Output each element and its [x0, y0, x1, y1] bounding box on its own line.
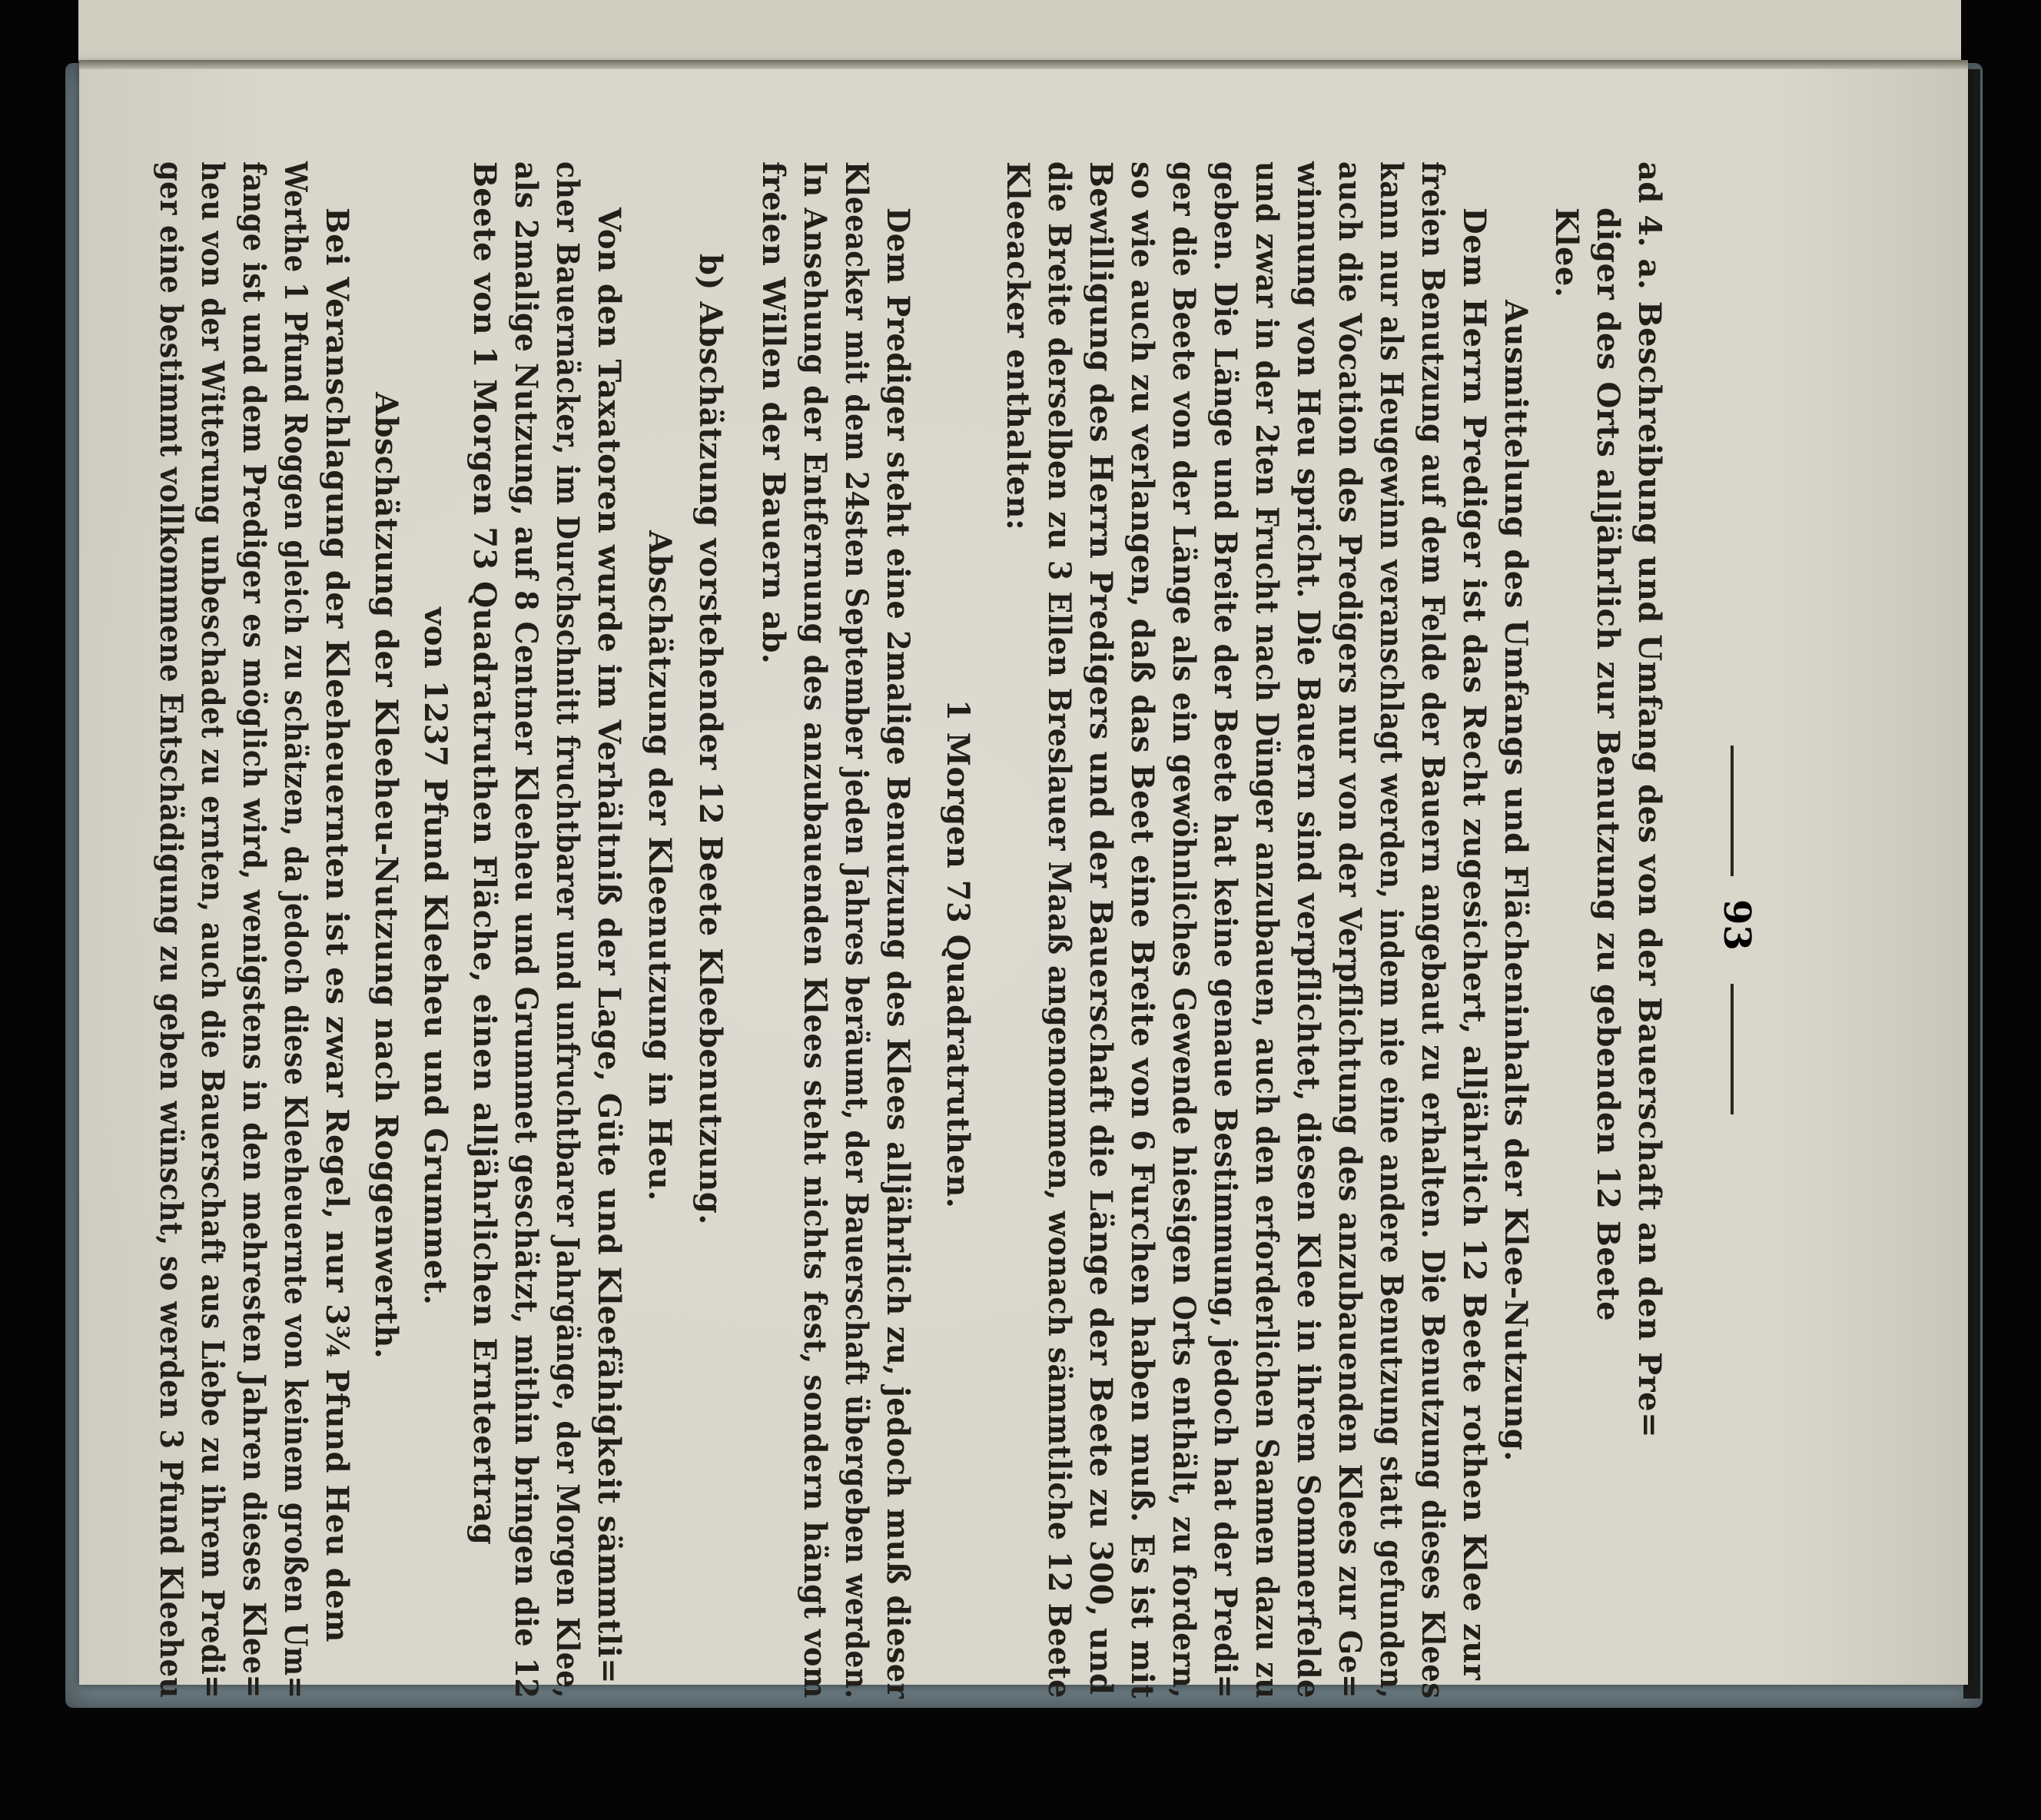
header-rule-left [1731, 746, 1734, 876]
text-line: Kleeacker enthalten: [1000, 161, 1036, 531]
text-line: so wie auch zu verlangen, daß das Beet eine Breite von 6 Furchen haben muß. Es ist mit [1124, 161, 1160, 1699]
text-line: Abschätzung der Kleenutzung in Heu. [642, 530, 678, 1201]
text-line: Abschätzung der Kleeheu-Nutzung nach Roggenwerth. [368, 392, 404, 1360]
rotated-page-content [0, 161, 1760, 1699]
text-line: fange ist und dem Prediger es möglich wird, wenigstens in den mehresten Jahren dieses Klee= [236, 161, 272, 1699]
text-line: 1 Morgen 73 Quadratruthen. [940, 699, 976, 1209]
text-line: b) Abschätzung vorstehender 12 Beete Kleebenutzung. [692, 254, 728, 1225]
text-line: Dem Prediger steht eine 2malige Benutzung des Klees alljährlich zu, jedoch muß dieser [880, 208, 916, 1699]
page-number: 93 [1715, 899, 1758, 951]
text-line: Kleeacker mit dem 24sten September jeden Jahres beräumt, der Bauerschaft übergeben werden. [838, 161, 874, 1699]
text-line: heu von der Witterung unbeschadet zu ernten, auch die Bauerschaft aus Liebe zu ihrem Predi= [194, 161, 231, 1699]
text-line: freien Benutzung auf dem Felde der Bauern angebaut zu erhalten. Die Benutzung dieses Klees [1415, 161, 1451, 1699]
text-line: Dem Herrn Prediger ist das Recht zugesichert, alljährlich 12 Beete rothen Klee zur [1456, 208, 1492, 1681]
text-line: Bei Veranschlagung der Kleeheuernten ist es zwar Regel, nur 3¾ Pfund Heu dem [319, 208, 355, 1643]
text-line: ad 4. a. Beschreibung und Umfang des von der Bauerschaft an den Pre= [1631, 161, 1668, 1439]
text-line: Beete von 1 Morgen 73 Quadratruthen Fläche, einen alljährlichen Ernteertrag [466, 161, 503, 1546]
text-line: Bewilligung des Herrn Predigers und der Bauerschaft die Länge der Beete zu 300, und [1083, 161, 1119, 1695]
text-line: auch die Vocation des Predigers nur von der Verpflichtung des anzubauenden Klees zur Ge= [1332, 161, 1368, 1699]
text-line: diger des Orts alljährlich zur Benutzung zu gebenden 12 Beete [1590, 208, 1626, 1322]
text-line: Ausmittelung des Umfangs und Flächeninhalts der Klee-Nutzung. [1498, 300, 1534, 1462]
book-gutter [79, 60, 1968, 69]
text-line: kann nur als Heugewinn veranschlagt werden, indem nie eine andere Benutzung statt gefunden, [1373, 161, 1409, 1699]
text-line: Von den Taxatoren wurde im Verhältniß der Lage, Güte und Kleefähigkeit sämmtli= [591, 208, 627, 1685]
text-line: geben. Die Länge und Breite der Beete hat keine genaue Bestimmung, jedoch hat der Predi= [1207, 161, 1243, 1699]
text-line: Klee. [1548, 208, 1585, 298]
text-line: und zwar in der 2ten Frucht nach Dünger anzubauen, auch den erforderlichen Saamen dazu zu [1249, 161, 1285, 1699]
text-line: winnung von Heu spricht. Die Bauern sind verpflichtet, diesen Klee in ihrem Sommerfelde [1290, 161, 1326, 1699]
text-line: die Breite derselben zu 3 Ellen Breslauer Maaß angenommen, wonach sämmtliche 12 Beete [1041, 161, 1077, 1699]
text-line: ger eine bestimmt vollkommene Entschädigung zu geben wünscht, so werden 3 Pfund Kleeheu [153, 161, 189, 1699]
header-rule-right [1731, 984, 1734, 1114]
text-line: ger die Beete von der Länge als ein gewöhnliches Gewende hiesigen Orts enthält, zu fordern, [1166, 161, 1202, 1699]
facing-page-edge [78, 0, 1961, 62]
text-line: freien Willen der Bauern ab. [755, 161, 792, 665]
text-line: von 1237 Pfund Kleeheu und Grummet. [417, 607, 453, 1306]
text-line: Werthe 1 Pfund Roggen gleich zu schätzen, da jedoch diese Kleeheuernte von keinem großen Um= [277, 161, 314, 1699]
text-line: In Ansehung der Entfernung des anzubauenden Klees steht nichts fest, sondern hängt vom [797, 161, 833, 1699]
page-header [1714, 161, 1760, 1699]
text-line: als 2malige Nutzung, auf 8 Centner Kleeheu und Grummet geschätzt, mithin bringen die 12 [508, 161, 544, 1699]
text-line: cher Bauernäcker, im Durchschnitt fruchtbarer und unfruchtbarer Jahrgänge, der Morgen Klee, [549, 161, 586, 1699]
